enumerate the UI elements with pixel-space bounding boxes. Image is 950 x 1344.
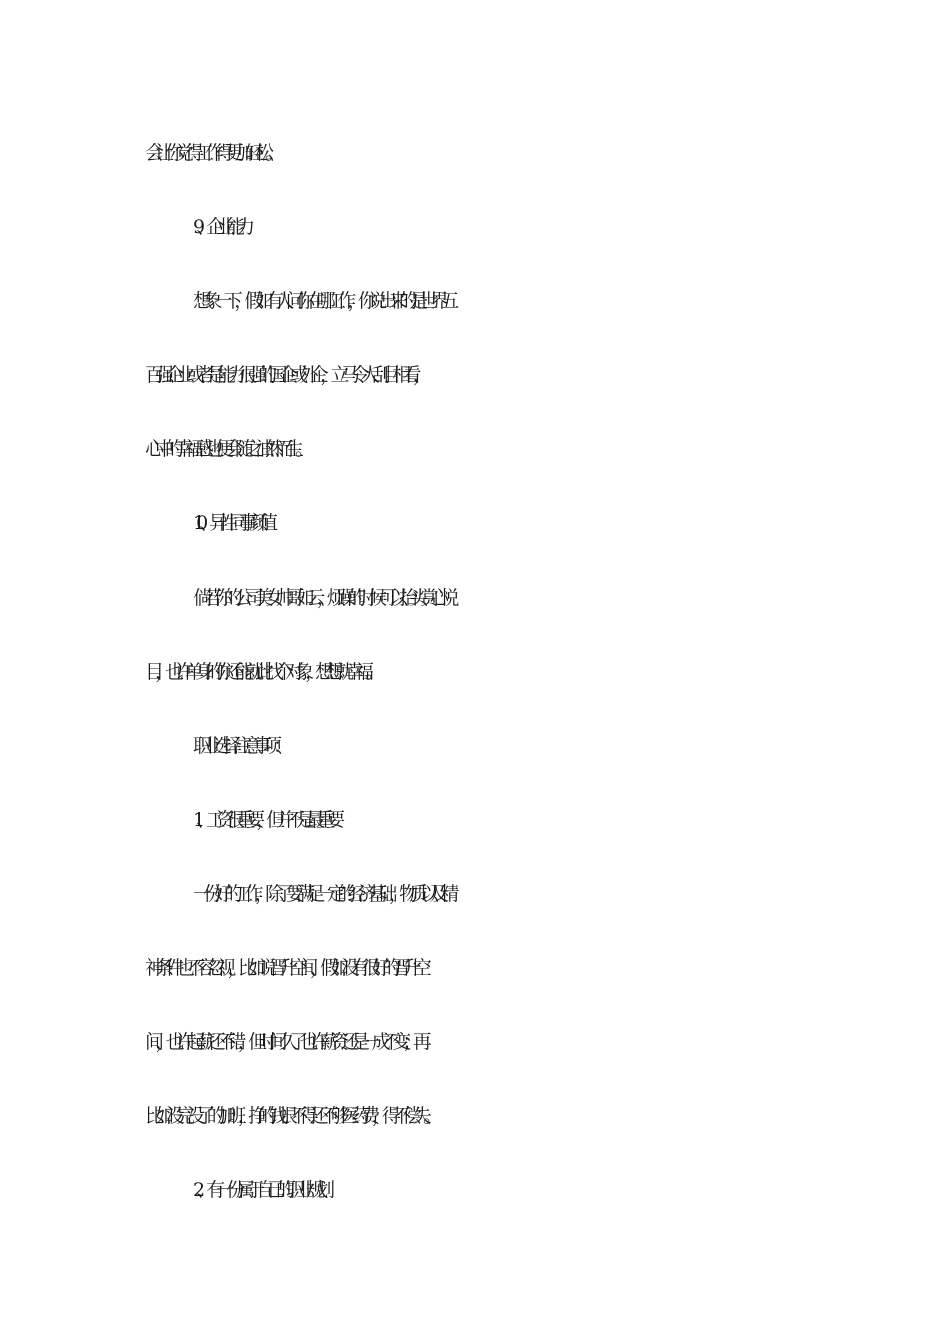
section-heading: 2、有一份属于自己的职业规划 (193, 1179, 327, 1201)
section-heading: 10、异性同事颜值 (193, 512, 270, 534)
paragraph-line: 比如没完没了的加班，挣的钱恨不得还不够医药费，得不偿失。 (145, 1105, 434, 1127)
section-heading: 1、工资很重要，但并不是最重要 (193, 809, 337, 831)
paragraph-line: 想象一下，假如有人问你在哪工作，你说出来的是世界五 (193, 290, 451, 312)
paragraph-line: 神条件也不容忽视，比如说晋升空间，假如没有很好的晋升空 (145, 957, 424, 979)
paragraph-line: 间，也许起薪还不错，但时间久了也许薪资还是一成不变；再 (145, 1031, 424, 1053)
paragraph-line: 一份好的工作，除了要满足一定的经济基础，物质以及精 (193, 883, 451, 905)
section-heading: 9、企业能力 (193, 216, 247, 238)
paragraph-line: 倘若你的公司美女帅哥如云，烦躁的时候可以抬头赏心悦 (193, 587, 451, 609)
paragraph-line: 目，也许单身的你还能就此找个对象，想想就幸福。 (145, 661, 376, 683)
paragraph-line: 心中的幸福感也便会随之油然而生。 (145, 438, 306, 460)
paragraph-line: 百强企业或者是能力很强的国企或外企，立马令人刮目相看， (145, 364, 424, 386)
paragraph-line: 会让你觉得工作得更加轻松。 (145, 142, 276, 164)
section-heading: 职业选择注意事项： (193, 735, 284, 757)
